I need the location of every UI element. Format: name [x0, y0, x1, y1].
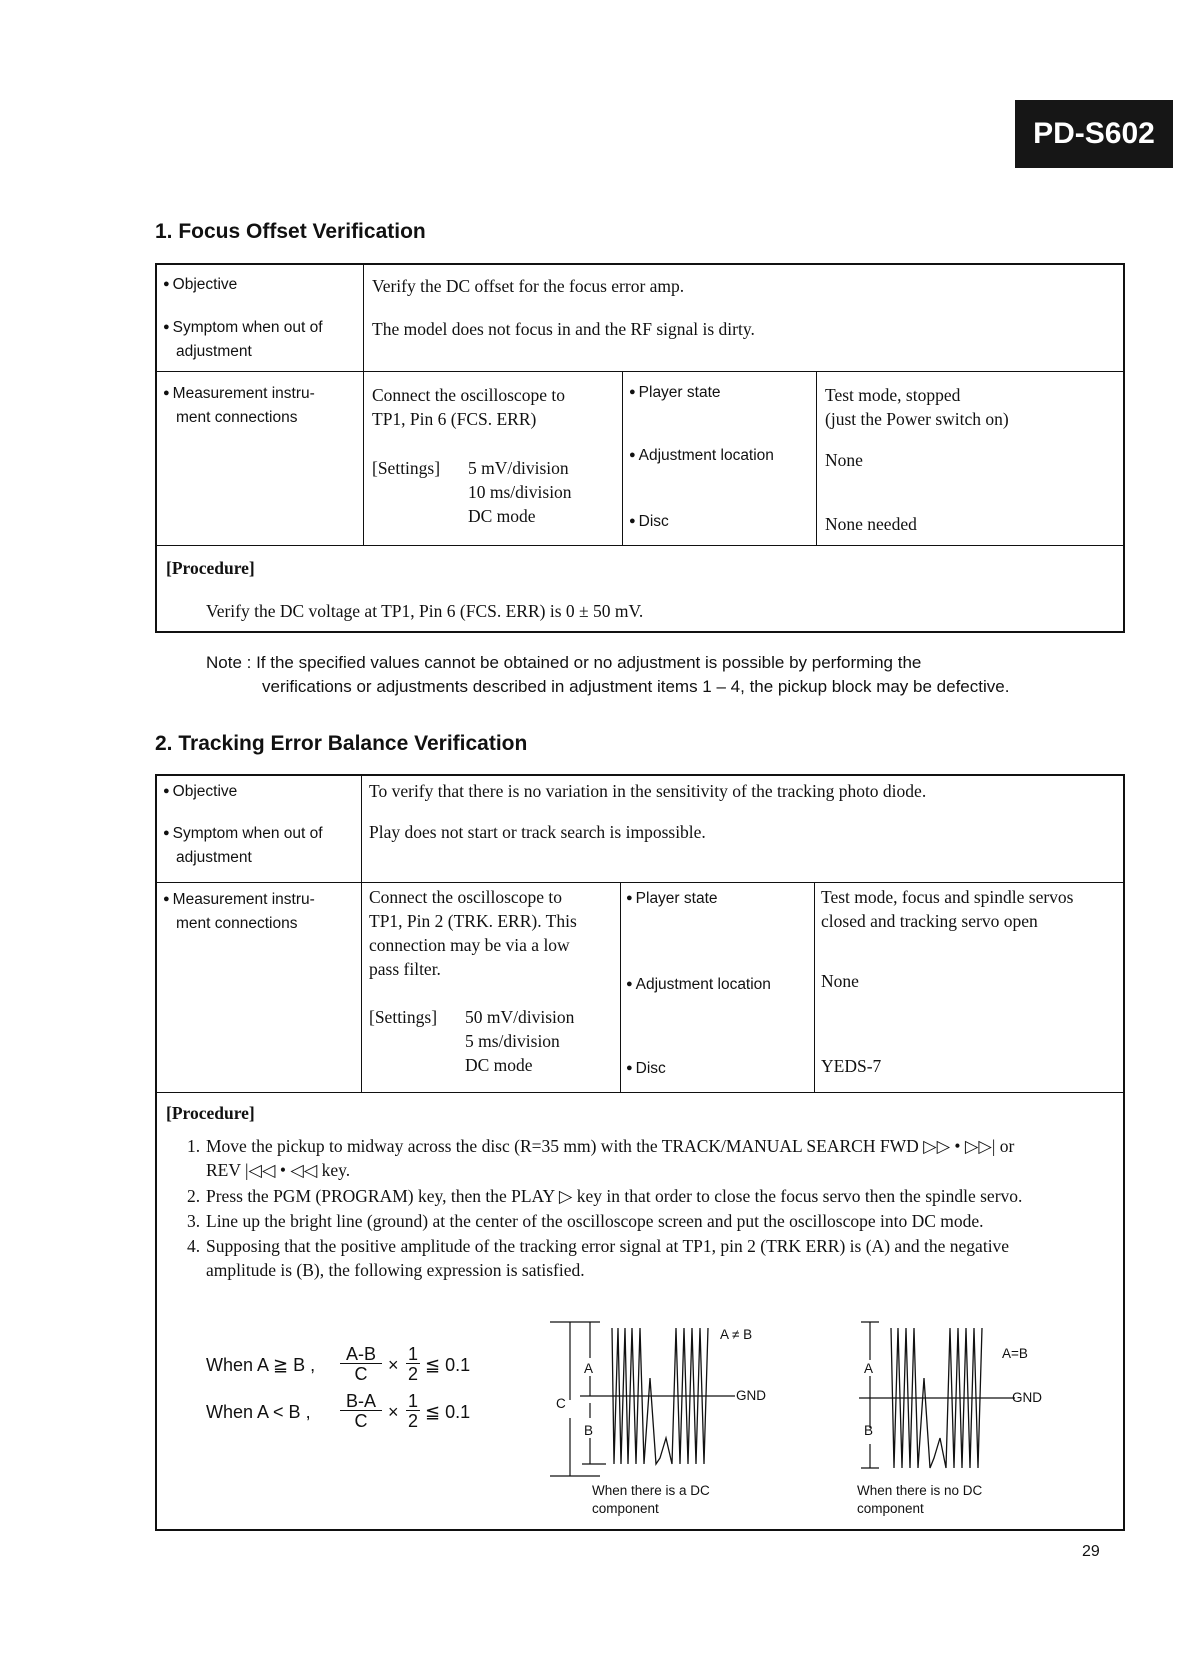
s1-adjustment-location: None — [825, 450, 863, 470]
s1-objective: Verify the DC offset for the focus error amp. — [372, 276, 685, 296]
wf-nodc-gnd: GND — [1012, 1390, 1042, 1405]
section1-col-divider-2 — [622, 371, 623, 545]
note-line-2: verifications or adjustments described in adjustment items 1 – 4, the pickup block may be defective. — [262, 677, 1010, 696]
s2-objective-label: ● Objective — [163, 780, 237, 805]
page-number: 29 — [1082, 1543, 1100, 1560]
s1-symptom-label: ● Symptom when out of — [163, 316, 323, 341]
s1-disc-label: ● Disc — [629, 510, 669, 535]
s1-symptom-label-2: adjustment — [176, 343, 252, 360]
formula-2-when: When A < B , — [206, 1402, 311, 1422]
s1-disc: None needed — [825, 514, 917, 534]
s1-player-state-1: Test mode, stopped — [825, 385, 961, 405]
section2-row-divider-2 — [155, 1092, 1125, 1093]
wf-nodc-label-top: A=B — [1002, 1346, 1028, 1361]
s2-setting-1: 50 mV/division — [465, 1007, 575, 1027]
s1-settings-label: [Settings] — [372, 458, 441, 478]
section1-row-divider-2 — [155, 545, 1125, 546]
formula-2-den: C — [354, 1411, 368, 1431]
s1-connection-1: Connect the oscilloscope to — [372, 385, 565, 405]
s2-connection-2: TP1, Pin 2 (TRK. ERR). This — [369, 911, 577, 931]
s2-step-3-num: 3. — [187, 1211, 201, 1231]
formula-2-rel: ≦ 0.1 — [425, 1402, 471, 1422]
s2-settings-label: [Settings] — [369, 1007, 438, 1027]
s2-step-4: Supposing that the positive amplitude of the tracking error signal at TP1, pin 2 (TRK ERR) is (A) and the negative — [206, 1236, 1010, 1256]
formula-1-half-num: 1 — [407, 1344, 418, 1364]
formula-2-num: B-A — [340, 1392, 382, 1411]
model-badge: PD-S602 — [1015, 100, 1173, 168]
s2-player-state-1: Test mode, focus and spindle servos — [821, 887, 1074, 907]
s2-symptom-label: ● Symptom when out of — [163, 822, 323, 847]
s2-step-2: Press the PGM (PROGRAM) key, then the PLAY ▷ key in that order to close the focus servo then the spindle servo. — [206, 1186, 1023, 1206]
wf-dc-caption-2: component — [592, 1501, 659, 1516]
formula-2-half-den: 2 — [407, 1411, 418, 1431]
formula-1-half-den: 2 — [407, 1364, 418, 1384]
s2-adjustment-location: None — [821, 971, 859, 991]
s2-step-1-num: 1. — [187, 1136, 201, 1156]
s2-setting-2: 5 ms/division — [465, 1031, 560, 1051]
section2-col-divider — [361, 774, 362, 1092]
s2-disc-label: ● Disc — [626, 1057, 666, 1082]
s2-setting-3: DC mode — [465, 1055, 533, 1075]
wf-dc-label-top: A ≠ B — [720, 1327, 753, 1342]
s1-measurement-label-2: ment connections — [176, 409, 298, 426]
section1-title: 1. Focus Offset Verification — [155, 220, 426, 243]
s2-player-state-2: closed and tracking servo open — [821, 911, 1038, 931]
section2-col-divider-3 — [814, 882, 815, 1092]
s2-step-2-num: 2. — [187, 1186, 201, 1206]
s2-step-4-num: 4. — [187, 1236, 201, 1256]
s2-objective: To verify that there is no variation in the sensitivity of the tracking photo diode. — [369, 781, 927, 801]
s2-adjustment-location-label: ● Adjustment location — [626, 973, 771, 998]
s2-connection-3: connection may be via a low — [369, 935, 570, 955]
s1-player-state-2: (just the Power switch on) — [825, 409, 1009, 429]
s2-step-1: Move the pickup to midway across the disc (R=35 mm) with the TRACK/MANUAL SEARCH FWD ▷▷ • ▷▷| or — [206, 1136, 1015, 1156]
s2-connection-4: pass filter. — [369, 959, 441, 979]
s1-procedure-label: [Procedure] — [166, 558, 255, 578]
s2-step-1-cont: REV |◁◁ • ◁◁ key. — [206, 1160, 351, 1180]
s1-measurement-label: ● Measurement instru- — [163, 382, 315, 407]
section1-col-divider — [363, 263, 364, 545]
s1-symptom: The model does not focus in and the RF signal is dirty. — [372, 319, 755, 339]
wf-dc-gnd: GND — [736, 1388, 766, 1403]
formula-1-den: C — [354, 1364, 368, 1384]
section2-row-divider — [155, 882, 1125, 883]
formula-2-half-num: 1 — [407, 1391, 418, 1411]
s2-step-4-cont: amplitude is (B), the following expression is satisfied. — [206, 1260, 585, 1280]
s2-player-state-label: ● Player state — [626, 887, 718, 912]
s1-setting-2: 10 ms/division — [468, 482, 572, 502]
formula-1-when: When A ≧ B , — [206, 1355, 316, 1375]
wf-nodc-b: B — [864, 1423, 874, 1438]
wf-nodc-a: A — [864, 1361, 874, 1376]
formula-2-times: × — [388, 1402, 399, 1422]
formula-1-rel: ≦ 0.1 — [425, 1355, 471, 1375]
s2-disc: YEDS-7 — [821, 1056, 882, 1076]
s2-connection-1: Connect the oscilloscope to — [369, 887, 562, 907]
s2-step-3: Line up the bright line (ground) at the center of the oscilloscope screen and put the oscilloscope into DC mode. — [206, 1211, 984, 1231]
section2-title: 2. Tracking Error Balance Verification — [155, 732, 528, 755]
section2-col-divider-2 — [620, 882, 621, 1092]
formula-1-num: A-B — [340, 1345, 382, 1364]
s1-objective-label: ● Objective — [163, 273, 237, 298]
wf-dc-caption-1: When there is a DC — [592, 1483, 710, 1498]
wf-dc-b: B — [584, 1423, 594, 1438]
s2-measurement-label-2: ment connections — [176, 915, 298, 932]
formula-1-times: × — [388, 1355, 399, 1375]
s1-player-state-label: ● Player state — [629, 381, 721, 406]
note-line-1: Note : If the specified values cannot be obtained or no adjustment is possible by performing the — [206, 653, 922, 672]
s2-procedure-label: [Procedure] — [166, 1103, 255, 1123]
wf-dc-a: A — [584, 1361, 594, 1376]
s1-setting-1: 5 mV/division — [468, 458, 569, 478]
s1-adjustment-location-label: ● Adjustment location — [629, 444, 774, 469]
wf-nodc-caption-1: When there is no DC — [857, 1483, 983, 1498]
section1-row-divider — [155, 371, 1125, 372]
s2-measurement-label: ● Measurement instru- — [163, 888, 315, 913]
s2-symptom: Play does not start or track search is impossible. — [369, 822, 706, 842]
s1-connection-2: TP1, Pin 6 (FCS. ERR) — [372, 409, 537, 429]
wf-dc-c: C — [556, 1396, 566, 1411]
s1-setting-3: DC mode — [468, 506, 536, 526]
section1-col-divider-3 — [816, 371, 817, 545]
s1-procedure: Verify the DC voltage at TP1, Pin 6 (FCS. ERR) is 0 ± 50 mV. — [206, 601, 644, 621]
wf-nodc-caption-2: component — [857, 1501, 924, 1516]
s2-symptom-label-2: adjustment — [176, 849, 252, 866]
